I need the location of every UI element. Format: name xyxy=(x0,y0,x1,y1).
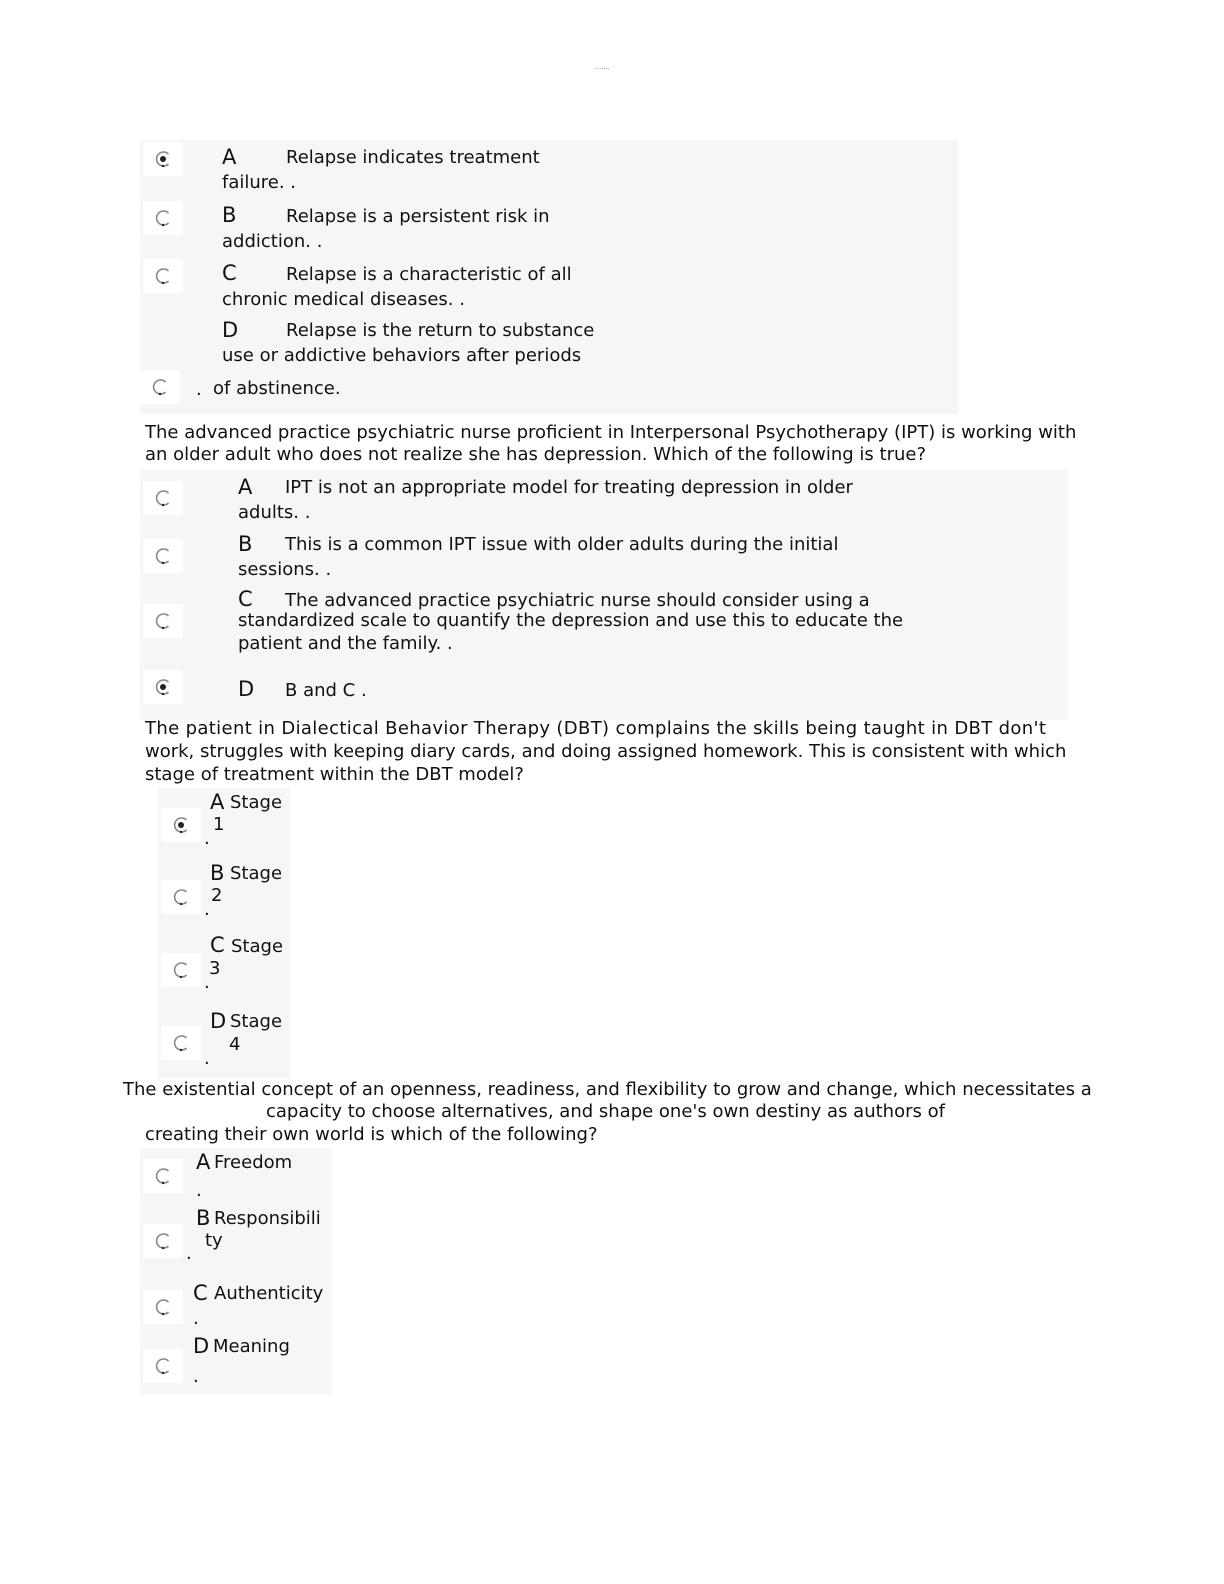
q3-option-c-word: Stage xyxy=(231,936,284,957)
radio-selected-icon xyxy=(172,816,190,834)
q2-option-b-letter: B xyxy=(238,532,253,556)
q3-option-c-num: 3 xyxy=(209,958,221,979)
radio-unselected-icon xyxy=(172,961,190,979)
q4-option-c-radio[interactable] xyxy=(143,1290,183,1324)
q4-option-b-dot: . xyxy=(186,1243,192,1264)
q3-option-b-radio[interactable] xyxy=(161,880,201,914)
q4-option-d-letter: D xyxy=(193,1334,210,1358)
radio-unselected-icon xyxy=(154,1232,172,1250)
q1-option-c-text-line1: Relapse is a characteristic of all xyxy=(286,264,572,285)
q3-option-b-num: 2 xyxy=(211,885,223,906)
q3-option-a-word: Stage xyxy=(230,792,283,813)
q1-option-b-text-line1: Relapse is a persistent risk in xyxy=(286,206,550,227)
q1-option-a-text-line2: failure. . xyxy=(222,172,297,193)
q3-option-a-radio[interactable] xyxy=(161,808,201,842)
radio-unselected-icon xyxy=(154,1298,172,1316)
q1-option-d-letter: D xyxy=(222,318,239,342)
q3-option-c-dot: . xyxy=(204,972,210,993)
q2-option-b-radio[interactable] xyxy=(143,539,183,573)
q3-option-c-radio[interactable] xyxy=(161,953,201,987)
radio-unselected-icon xyxy=(154,1167,172,1185)
q1-option-b-radio[interactable] xyxy=(143,201,183,235)
q2-option-a-text-line1: IPT is not an appropriate model for treating depression in older xyxy=(285,477,853,498)
radio-unselected-icon xyxy=(154,1357,172,1375)
radio-unselected-icon xyxy=(172,888,190,906)
q3-option-b-word: Stage xyxy=(230,863,283,884)
q4-question-line2: capacity to choose alternatives, and shape one's own destiny as authors of xyxy=(266,1101,945,1122)
q2-option-d-radio[interactable] xyxy=(143,670,183,704)
radio-unselected-icon xyxy=(151,378,169,396)
q1-option-c-letter: C xyxy=(222,261,237,285)
q3-option-d-num: 4 xyxy=(229,1034,241,1055)
radio-unselected-icon xyxy=(154,489,172,507)
q1-option-c-text-line2: chronic medical diseases. . xyxy=(222,289,465,310)
q2-option-a-letter: A xyxy=(238,475,253,499)
radio-selected-icon xyxy=(154,150,172,168)
q1-option-a-letter: A xyxy=(222,145,237,169)
q4-question-line3: creating their own world is which of the following? xyxy=(145,1124,598,1145)
q4-option-b-letter: B xyxy=(196,1206,211,1230)
radio-unselected-icon xyxy=(172,1034,190,1052)
q2-option-c-text-line2: standardized scale to quantify the depression and use this to educate the xyxy=(238,610,904,631)
q3-question-line2: work, struggles with keeping diary cards, and doing assigned homework. This is consistent with which xyxy=(145,741,1067,762)
q4-option-b-text-line2: ty xyxy=(205,1230,223,1251)
q3-option-b-letter: B xyxy=(210,861,225,885)
q4-question-line1: The existential concept of an openness, readiness, and flexibility to grow and change, which necessitates a xyxy=(123,1079,1092,1100)
q2-option-d-text: B and C . xyxy=(285,680,367,701)
q3-option-d-dot: . xyxy=(204,1048,210,1069)
q2-option-c-text-line1: The advanced practice psychiatric nurse should consider using a xyxy=(285,590,870,611)
q2-question-line1: The advanced practice psychiatric nurse proficient in Interpersonal Psychotherapy (IPT) is working with xyxy=(145,422,1077,443)
q1-option-d-dot: . xyxy=(196,379,202,400)
q2-option-b-text-line2: sessions. . xyxy=(238,559,332,580)
q2-option-c-letter: C xyxy=(238,587,253,611)
q1-option-d-text-line1: Relapse is the return to substance xyxy=(286,320,595,341)
radio-unselected-icon xyxy=(154,612,172,630)
q1-option-a-radio[interactable] xyxy=(143,142,183,176)
q4-option-d-dot: . xyxy=(193,1366,199,1387)
q4-option-d-text: Meaning xyxy=(213,1336,290,1357)
q3-question-line1: The patient in Dialectical Behavior Therapy (DBT) complains the skills being taught in DBT don't xyxy=(145,718,1047,739)
q4-option-b-text-line1: Responsibili xyxy=(214,1208,321,1229)
radio-unselected-icon xyxy=(154,547,172,565)
q1-option-b-text-line2: addiction. . xyxy=(222,231,323,252)
q3-option-d-word: Stage xyxy=(230,1011,283,1032)
q4-option-b-radio[interactable] xyxy=(143,1224,183,1258)
q3-option-d-radio[interactable] xyxy=(161,1026,201,1060)
q4-option-a-letter: A xyxy=(196,1150,211,1174)
q2-option-d-letter: D xyxy=(238,677,255,701)
q3-question-line3: stage of treatment within the DBT model? xyxy=(145,764,524,785)
q4-option-a-dot: . xyxy=(196,1180,202,1201)
q4-option-d-radio[interactable] xyxy=(143,1349,183,1383)
q3-option-a-dot: . xyxy=(204,828,210,849)
q4-option-a-text: Freedom xyxy=(214,1152,293,1173)
q1-option-c-radio[interactable] xyxy=(143,259,183,293)
q2-option-c-text-line3: patient and the family. . xyxy=(238,633,453,654)
q2-option-b-text-line1: This is a common IPT issue with older adults during the initial xyxy=(285,534,839,555)
radio-unselected-icon xyxy=(154,267,172,285)
q1-option-d-radio[interactable] xyxy=(140,370,180,404)
q3-option-b-dot: . xyxy=(204,899,210,920)
q1-option-d-text-line3: of abstinence. xyxy=(213,378,341,399)
q3-option-a-letter: A xyxy=(210,790,225,814)
q2-option-a-radio[interactable] xyxy=(143,481,183,515)
q2-option-a-text-line2: adults. . xyxy=(238,502,311,523)
radio-selected-icon xyxy=(154,678,172,696)
q1-option-d-text-line2: use or addictive behaviors after periods xyxy=(222,345,582,366)
q3-option-c-letter: C xyxy=(210,933,225,957)
q1-option-a-text-line1: Relapse indicates treatment xyxy=(286,147,540,168)
q4-option-c-dot: . xyxy=(193,1308,199,1329)
page-header-mark: ........ xyxy=(594,64,610,71)
q4-option-c-letter: C xyxy=(193,1281,208,1305)
q2-option-c-radio[interactable] xyxy=(143,604,183,638)
radio-unselected-icon xyxy=(154,209,172,227)
q4-option-a-radio[interactable] xyxy=(143,1159,183,1193)
q4-option-c-text: Authenticity xyxy=(214,1283,324,1304)
q2-question-line2: an older adult who does not realize she has depression. Which of the following is true? xyxy=(145,444,927,465)
q3-option-d-letter: D xyxy=(210,1009,227,1033)
q3-option-a-num: 1 xyxy=(213,814,225,835)
q1-option-b-letter: B xyxy=(222,203,237,227)
